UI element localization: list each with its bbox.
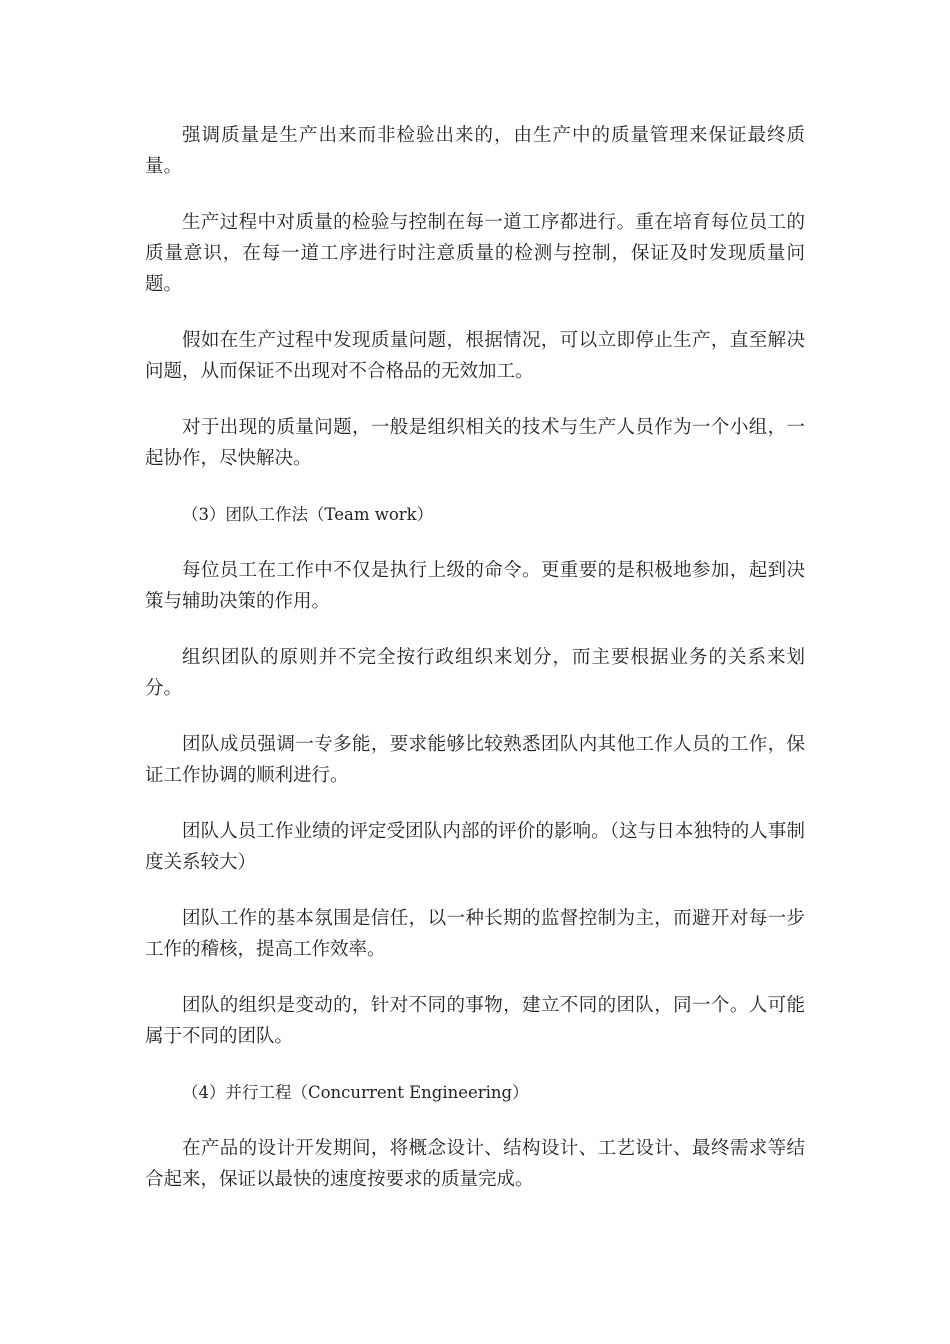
paragraph-multi-skilled-members: 团队成员强调一专多能，要求能够比较熟悉团队内其他工作人员的工作，保证工作协调的顺利进行。 (145, 734, 805, 786)
document-body (145, 120, 805, 1220)
paragraph-quality-control-each-process: 生产过程中对质量的检验与控制在每一道工序都进行。重在培育每位员工的质量意识，在每一道工序进行时注意质量的检测与控制，保证及时发现质量问题。 (145, 212, 805, 295)
paragraph-problem-solving-team: 对于出现的质量问题，一般是组织相关的技术与生产人员作为一个小组，一起协作，尽快解决。 (145, 417, 805, 469)
section-heading-concurrent-engineering: （4）并行工程（Concurrent Engineering） (182, 1083, 529, 1102)
paragraph-trust-atmosphere: 团队工作的基本氛围是信任，以一种长期的监督控制为主，而避开对每一步工作的稽核，提高工作效率。 (145, 908, 805, 960)
paragraph-product-design-integration: 在产品的设计开发期间，将概念设计、结构设计、工艺设计、最终需求等结合起来，保证以最快的速度按要求的质量完成。 (145, 1138, 805, 1190)
paragraph-employee-participation: 每位员工在工作中不仅是执行上级的命令。更重要的是积极地参加，起到决策与辅助决策的作用。 (145, 560, 805, 612)
section-heading-team-work: （3）团队工作法（Team work） (182, 505, 434, 524)
paragraph-quality-built-in: 强调质量是生产出来而非检验出来的，由生产中的质量管理来保证最终质量。 (145, 125, 805, 177)
paragraph-performance-evaluation: 团队人员工作业绩的评定受团队内部的评价的影响。（这与日本独特的人事制度关系较大） (145, 821, 805, 873)
paragraph-dynamic-teams: 团队的组织是变动的，针对不同的事物，建立不同的团队，同一个。人可能属于不同的团队。 (145, 995, 805, 1047)
paragraph-team-organization-principle: 组织团队的原则并不完全按行政组织来划分，而主要根据业务的关系来划分。 (145, 647, 805, 699)
paragraph-stop-production: 假如在生产过程中发现质量问题，根据情况，可以立即停止生产，直至解决问题，从而保证不出现对不合格品的无效加工。 (145, 330, 805, 382)
